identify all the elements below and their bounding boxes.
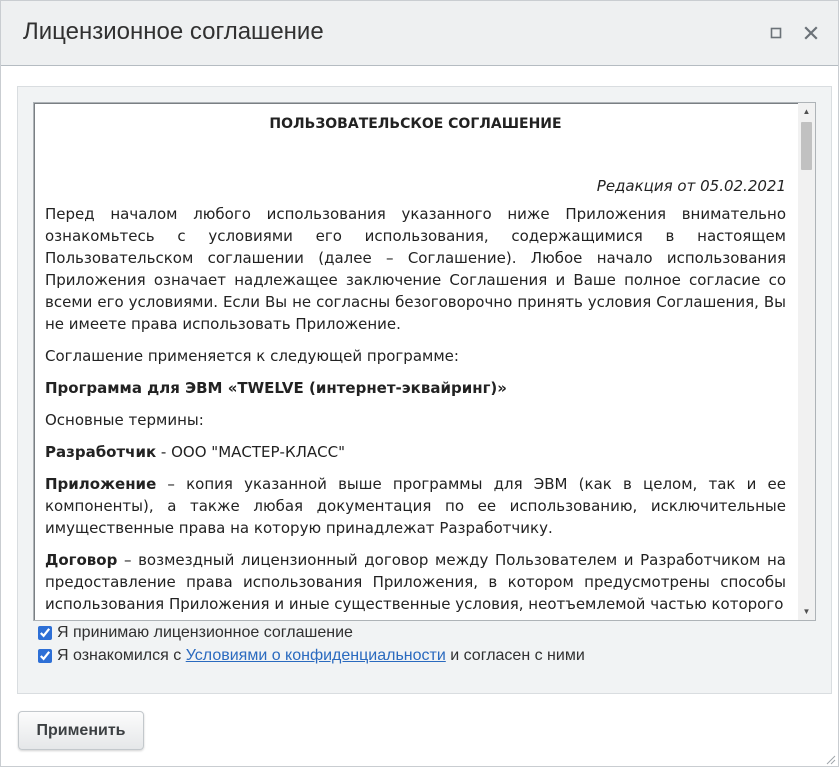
term-contract-definition: – возмездный лицензионный договор между Пользователем и Разработчиком на предоставление права использования Приложения, в котором предусмотрены способы использования Приложения и иные существенные условия, неотъемлемой частью которого [45, 551, 786, 613]
license-text-viewport[interactable] [34, 103, 796, 620]
resize-grip-icon[interactable] [824, 752, 836, 764]
accept-license-row[interactable] [38, 624, 353, 642]
privacy-label-before: Я ознакомился с [57, 647, 186, 664]
apply-button[interactable]: Применить [18, 711, 144, 750]
document-terms-heading: Основные термины: [45, 411, 204, 429]
document-applies-to: Соглашение применяется к следующей программе: [45, 347, 459, 365]
term-contract-name: Договор [45, 551, 118, 569]
scroll-down-arrow-icon[interactable]: ▼ [802, 607, 811, 616]
term-developer-name: Разработчик [45, 443, 157, 461]
license-text [34, 103, 796, 615]
document-program-name: Программа для ЭВМ «TWELVE (интернет-эквайринг)» [45, 379, 507, 397]
scrollbar-thumb[interactable] [801, 122, 812, 170]
vertical-scrollbar[interactable] [798, 103, 815, 620]
document-edition: Редакция от 05.02.2021 [596, 177, 786, 195]
term-application [45, 473, 786, 539]
privacy-label-after: и согласен с ними [445, 647, 585, 664]
close-icon[interactable] [801, 23, 821, 43]
term-application-name: Приложение [45, 475, 157, 493]
document-heading: ПОЛЬЗОВАТЕЛЬСКОЕ СОГЛАШЕНИЕ [269, 116, 562, 132]
term-contract [45, 549, 786, 615]
maximize-icon[interactable] [766, 23, 786, 43]
term-application-definition: – копия указанной выше программы для ЭВМ (как в целом, так и ее компоненты), а также любая документация по ее использованию, исключительные имущественные права на которую принадлежат Разработчику. [45, 475, 786, 537]
scroll-up-arrow-icon[interactable]: ▲ [802, 107, 811, 116]
dialog-title: Лицензионное соглашение [23, 18, 324, 45]
term-developer-definition: - ООО "МАСТЕР-КЛАСС" [156, 443, 346, 461]
dialog-titlebar[interactable] [1, 1, 838, 66]
dialog-content [17, 86, 832, 694]
privacy-terms-link[interactable]: Условиями о конфиденциальности [185, 647, 446, 664]
privacy-row[interactable] [38, 647, 585, 665]
document-intro: Перед началом любого использования указанного ниже Приложения внимательно ознакомьтесь с условиями его использования, содержащимися в настоящем Пользовательском соглашении (далее – Соглашение). Любое начало использования Приложения означает надлежащее заключение Соглашения и Ваше полное согласие со всеми его условиями. Если Вы не согласны безоговорочно принять условия Соглашения, Вы не имеете права использовать Приложение. [45, 205, 786, 333]
license-text-area[interactable] [33, 102, 816, 621]
accept-license-checkbox[interactable] [38, 626, 52, 640]
term-developer [45, 441, 786, 463]
accept-license-label: Я принимаю лицензионное соглашение [57, 624, 353, 641]
privacy-checkbox[interactable] [38, 649, 52, 663]
